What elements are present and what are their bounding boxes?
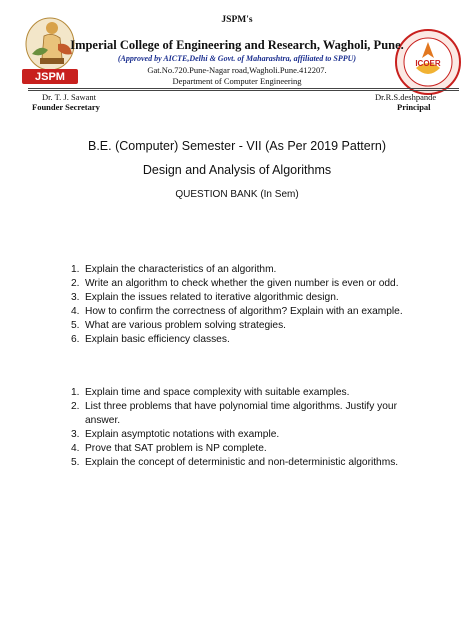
list-item (71, 277, 431, 291)
question-text: Explain asymptotic notations with example. (85, 429, 280, 440)
question-number: 4. (71, 443, 80, 454)
list-item (71, 386, 431, 400)
question-number: 1. (71, 387, 80, 398)
department-line: Department of Computer Engineering (172, 76, 302, 86)
question-text: Write an algorithm to check whether the given number is even or odd. (85, 278, 399, 289)
question-text: Explain the concept of deterministic and non-deterministic algorithms. (85, 457, 399, 468)
principal-title: Principal (397, 102, 431, 112)
question-bank-label: QUESTION BANK (In Sem) (175, 189, 299, 200)
icoer-seal-label: ICOER (415, 59, 441, 68)
list-item (71, 456, 431, 470)
question-text: What are various problem solving strategies. (85, 320, 287, 331)
question-number: 3. (71, 292, 80, 303)
question-number: 5. (71, 320, 80, 331)
question-text: Explain the characteristics of an algorithm. (85, 264, 277, 275)
question-text: List three problems that have polynomial time algorithms. Justify your answer. (85, 401, 397, 426)
question-text: How to confirm the correctness of algorithm? Explain with an example. (85, 306, 403, 317)
course-title: B.E. (Computer) Semester - VII (As Per 2019 Pattern) (87, 139, 387, 153)
question-text: Explain the issues related to iterative algorithmic design. (85, 292, 339, 303)
founder-name: Dr. T. J. Sawant (42, 92, 96, 102)
college-name: Imperial College of Engineering and Research, Wagholi, Pune. (70, 38, 404, 52)
question-number: 3. (71, 429, 80, 440)
approval-line: (Approved by AICTE,Delhi & Govt. of Maharashtra, affiliated to SPPU) (117, 54, 357, 63)
question-number: 5. (71, 457, 80, 468)
address-line: Gat.No.720.Pune-Nagar road,Wagholi.Pune.412207. (147, 65, 327, 75)
question-list-2 (71, 386, 431, 470)
question-text: Explain time and space complexity with suitable examples. (85, 387, 350, 398)
list-item (71, 442, 431, 456)
founder-title: Founder Secretary (32, 102, 100, 112)
question-number: 4. (71, 306, 80, 317)
question-number: 6. (71, 334, 80, 345)
question-number: 2. (71, 278, 80, 289)
principal-name: Dr.R.S.deshpande (375, 92, 437, 102)
subject-title: Design and Analysis of Algorithms (142, 163, 332, 177)
header-divider-top (28, 88, 459, 89)
list-item (71, 400, 431, 428)
org-name: JSPM's (221, 15, 253, 25)
question-number: 2. (71, 401, 80, 412)
question-list-1 (71, 263, 431, 347)
question-text: Explain basic efficiency classes. (85, 334, 230, 345)
question-text: Prove that SAT problem is NP complete. (85, 443, 267, 454)
list-item (71, 333, 431, 347)
list-item (71, 263, 431, 277)
header-divider-bottom (28, 90, 459, 91)
jspm-logo-label: JSPM (35, 71, 65, 83)
list-item (71, 319, 431, 333)
list-item (71, 428, 431, 442)
question-number: 1. (71, 264, 80, 275)
list-item (71, 291, 431, 305)
list-item (71, 305, 431, 319)
